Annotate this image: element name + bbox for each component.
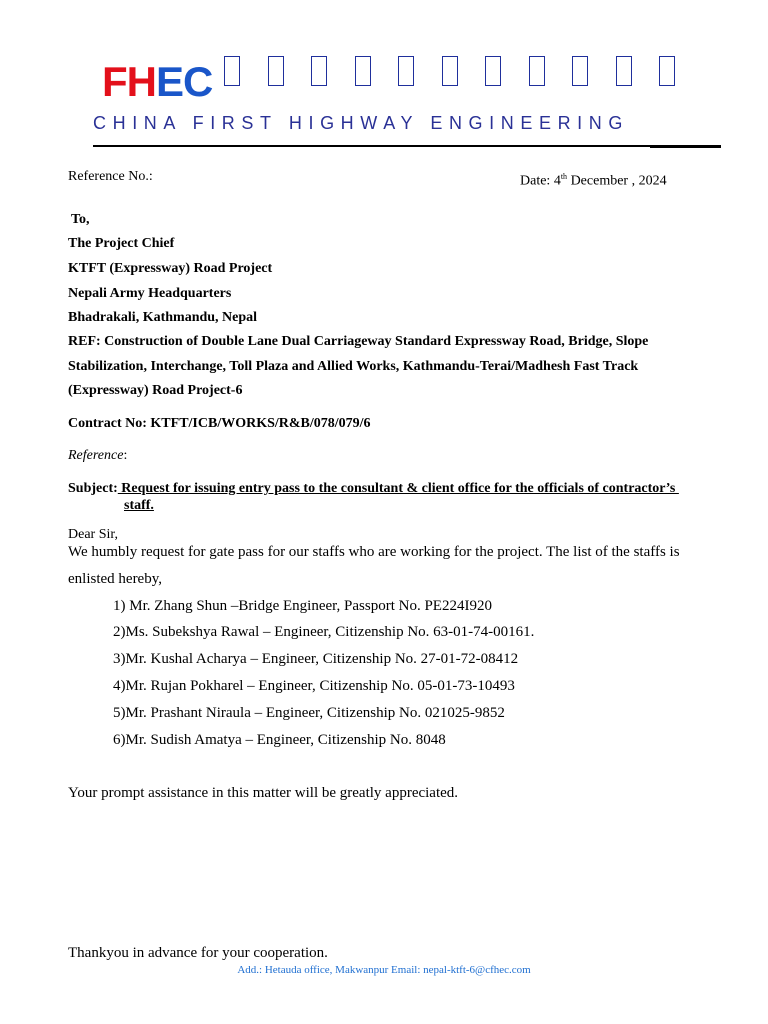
- chinese-char-placeholder: [659, 56, 675, 86]
- chinese-char-placeholder: [355, 56, 371, 86]
- subject-line: [68, 481, 679, 497]
- logo-fh: FH: [102, 58, 156, 105]
- ref-line: Stabilization, Interchange, Toll Plaza and Allied Works, Kathmandu-Terai/Madhesh Fast Track: [68, 359, 639, 374]
- body-paragraph-line: enlisted hereby,: [68, 571, 162, 587]
- reference-number-label: Reference No.:: [68, 169, 153, 184]
- address-line: Bhadrakali, Kathmandu, Nepal: [68, 310, 258, 325]
- date-suffix: December , 2024: [567, 173, 667, 189]
- reference-label: Reference: [68, 448, 124, 463]
- header-divider: [93, 145, 721, 147]
- reference-field: [68, 448, 127, 464]
- chinese-char-placeholder: [398, 56, 414, 86]
- chinese-char-placeholder: [224, 56, 240, 86]
- subject-label: Subject:: [68, 481, 118, 496]
- staff-list-item: 5)Mr. Prashant Niraula – Engineer, Citizenship No. 021025-9852: [113, 705, 505, 721]
- chinese-char-placeholder: [311, 56, 327, 86]
- address-line: KTFT (Expressway) Road Project: [68, 261, 273, 276]
- company-tagline: CHINA FIRST HIGHWAY ENGINEERING: [93, 113, 629, 133]
- staff-list-item: 1) Mr. Zhang Shun –Bridge Engineer, Passport No. PE224I920: [113, 598, 492, 614]
- logo-ec: EC: [156, 58, 213, 105]
- chinese-char-placeholder: [268, 56, 284, 86]
- chinese-char-placeholder: [442, 56, 458, 86]
- address-line: The Project Chief: [68, 236, 175, 251]
- date-superscript: th: [560, 172, 568, 181]
- staff-list-item: 4)Mr. Rujan Pokharel – Engineer, Citizenship No. 05-01-73-10493: [113, 678, 515, 694]
- subject-text: Request for issuing entry pass to the consultant & client office for the officials of contractor’s: [117, 481, 679, 496]
- chinese-char-placeholder: [485, 56, 501, 86]
- address-line: Nepali Army Headquarters: [68, 286, 232, 301]
- chinese-char-placeholder: [529, 56, 545, 86]
- contract-number: Contract No: KTFT/ICB/WORKS/R&B/078/079/6: [68, 416, 371, 431]
- letter-date: [520, 169, 667, 190]
- staff-list-item: 2)Ms. Subekshya Rawal – Engineer, Citizenship No. 63-01-74-00161.: [113, 624, 535, 640]
- staff-list-item: 3)Mr. Kushal Acharya – Engineer, Citizenship No. 27-01-72-08412: [113, 651, 519, 667]
- chinese-char-placeholder: [616, 56, 632, 86]
- header-divider-accent: [650, 146, 721, 148]
- staff-list-item: 6)Mr. Sudish Amatya – Engineer, Citizenship No. 8048: [113, 732, 446, 748]
- footer-address: Add.: Hetauda office, Makwanpur Email: nepal-ktft-6@cfhec.com: [237, 964, 531, 976]
- subject-text-continued: staff.: [124, 498, 154, 513]
- ref-line: REF: Construction of Double Lane Dual Carriageway Standard Expressway Road, Bridge, Slope: [68, 334, 649, 349]
- chinese-char-placeholder: [572, 56, 588, 86]
- salutation-to: To,: [71, 212, 90, 227]
- chinese-company-name: [224, 56, 703, 86]
- greeting: Dear Sir,: [68, 527, 118, 542]
- company-logo: [102, 58, 212, 106]
- ref-line: (Expressway) Road Project-6: [68, 383, 243, 398]
- body-paragraph-line: We humbly request for gate pass for our staffs who are working for the project. The list of the staffs is: [68, 544, 680, 560]
- closing-thanks: Thankyou in advance for your cooperation.: [68, 945, 328, 961]
- date-prefix: Date: 4: [520, 173, 561, 189]
- reference-colon: :: [123, 448, 128, 463]
- closing-paragraph: Your prompt assistance in this matter will be greatly appreciated.: [68, 785, 459, 801]
